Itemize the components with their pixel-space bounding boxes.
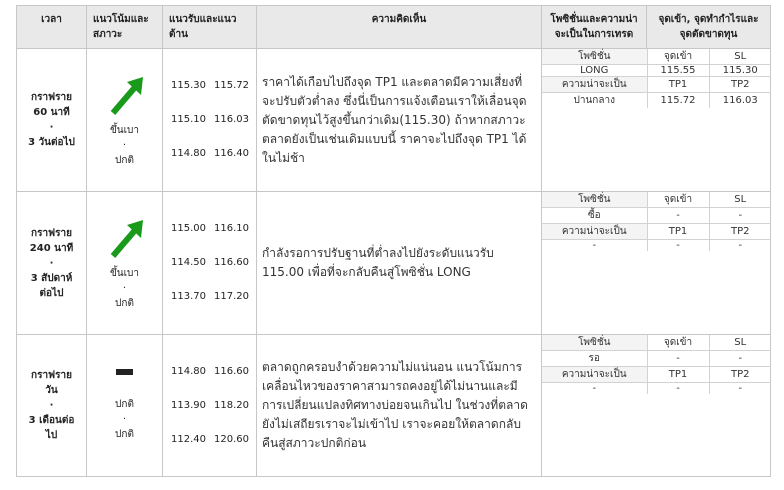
tp1-value: - — [647, 240, 709, 252]
header-position — [542, 6, 647, 49]
separator-dot: · — [122, 414, 127, 425]
trend-condition: ปกติ — [115, 297, 134, 309]
resistance-level: 117.20 — [214, 291, 249, 302]
header-position-label: โพซิชั่นและความน่า จะเป็นในการเทรด — [550, 14, 638, 40]
timeframe-label: กราฟราย — [31, 92, 72, 103]
comment-cell: ตลาดถูกครอบงำด้วยความไม่แน่นอน แนวโน้มการเคลื่อนไหวของราคาสามารถคงอยู่ได้ไม่นานและมีการเปลี่ยนแปลงทิศทางบ่อยจนเกินไป ในช่วงที่ตลาดยังไม่เสถียรเราจะไม่เข้าไป เราจะคอยให้ตลาดกลับคืนสู่สภาวะปกติก่อน — [257, 335, 542, 477]
trend-condition: ปกติ — [115, 154, 134, 166]
position-label: โพซิชั่น — [542, 49, 647, 65]
resistance-level: 116.60 — [214, 365, 249, 377]
resistance-level: 116.03 — [214, 114, 249, 125]
position-label: โพซิชั่น — [542, 335, 647, 351]
tp2-value: - — [738, 383, 743, 394]
sl-value: 115.30 — [709, 65, 771, 77]
tp1-value: - — [647, 383, 709, 395]
resistance-level: 115.72 — [214, 80, 249, 91]
support-level: 114.50 — [171, 257, 206, 268]
timeframe-horizon: 3 สัปดาห์ ต่อไป — [30, 272, 73, 299]
sl-label: SL — [709, 192, 771, 208]
position-grid — [542, 49, 771, 108]
separator-dot: · — [49, 122, 54, 133]
trend-strength: ขึ้นเบา — [109, 267, 140, 279]
probability-value: - — [542, 383, 647, 395]
timeframe-cell — [17, 192, 87, 335]
probability-label: ความน่าจะเป็น — [542, 224, 647, 240]
resistance-level: 118.20 — [214, 399, 249, 411]
tp1-label: TP1 — [647, 77, 709, 93]
trend-cell — [87, 192, 163, 335]
timeframe-cell — [17, 49, 87, 192]
trend-strength: ขึ้นเบา — [109, 124, 140, 136]
probability-value: - — [542, 240, 647, 252]
separator-dot: · — [49, 400, 54, 411]
header-trend-label: แนวโน้มและ สภาวะ — [93, 14, 149, 40]
entry-value: - — [647, 351, 709, 367]
position-cell — [542, 49, 771, 192]
tp2-label: TP2 — [709, 367, 771, 383]
arrow-up-right-icon — [87, 216, 162, 264]
tp1-value: 115.72 — [647, 93, 709, 109]
header-entry-label: จุดเข้า, จุดทำกำไรและ จุดตัดขาดทุน — [658, 14, 759, 40]
support-level: 112.40 — [171, 433, 206, 445]
timeframe-cell — [17, 335, 87, 477]
sl-value: - — [709, 351, 771, 367]
levels-cell — [163, 335, 257, 477]
level-pair — [171, 246, 256, 280]
trend-cell — [87, 335, 163, 477]
separator-dot: · — [49, 257, 54, 269]
level-pair — [171, 212, 256, 246]
level-pair — [171, 389, 256, 423]
position-grid — [542, 192, 771, 251]
forecast-row-60min — [17, 49, 771, 192]
resistance-level: 116.60 — [214, 257, 249, 268]
tp2-label: TP2 — [709, 224, 771, 240]
header-row — [17, 6, 771, 49]
header-time — [17, 6, 87, 49]
forecast-table — [16, 5, 771, 477]
flat-dash-icon — [116, 369, 133, 375]
arrow-up-right-icon — [87, 73, 162, 121]
separator-dot: · — [122, 282, 127, 294]
header-trend — [87, 6, 163, 49]
sl-label: SL — [709, 49, 771, 65]
timeframe-period: วัน — [45, 385, 58, 396]
support-level: 113.70 — [171, 291, 206, 302]
sl-value: - — [709, 208, 771, 224]
header-levels — [163, 6, 257, 49]
level-pair — [171, 103, 256, 137]
sl-label: SL — [709, 335, 771, 351]
forecast-row-240min — [17, 192, 771, 335]
forecast-row-daily — [17, 335, 771, 477]
level-pair — [171, 280, 256, 314]
tp2-label: TP2 — [709, 77, 771, 93]
timeframe-period: 60 นาที — [33, 107, 70, 118]
tp1-label: TP1 — [647, 224, 709, 240]
header-entry — [647, 6, 771, 49]
support-level: 113.90 — [171, 399, 206, 411]
resistance-level: 120.60 — [214, 433, 249, 445]
levels-cell — [163, 49, 257, 192]
timeframe-label: กราฟราย — [31, 227, 72, 239]
probability-label: ความน่าจะเป็น — [542, 77, 647, 93]
trend-condition: ปกติ — [115, 429, 134, 440]
probability-label: ความน่าจะเป็น — [542, 367, 647, 383]
entry-value: 115.55 — [647, 65, 709, 77]
comment-cell: ราคาได้เกือบไปถึงจุด TP1 และตลาดมีความเสี่ยงที่จะปรับตัวต่ำลง ซึ่งนี่เป็นการแจ้งเตือนเราให้เลื่อนจุดตัดขาดทุนไว้สูงขึ้นกว่าเดิม(115.30) ถ้าหากสภาวะตลาดยังเป็นเช่นเดิมแบบนี้ ราคาจะไปถึงจุด TP1 ได้ในไม่ช้า — [257, 49, 542, 192]
trend-cell — [87, 49, 163, 192]
header-comment — [257, 6, 542, 49]
entry-label: จุดเข้า — [647, 49, 709, 65]
entry-label: จุดเข้า — [647, 192, 709, 208]
tp2-value: - — [738, 240, 743, 251]
position-direction: LONG — [542, 65, 647, 77]
position-cell — [542, 192, 771, 335]
timeframe-horizon: 3 วันต่อไป — [28, 137, 75, 148]
level-pair — [171, 355, 256, 389]
position-grid — [542, 335, 771, 394]
timeframe-period: 240 นาที — [29, 242, 74, 254]
tp2-value: 116.03 — [722, 95, 758, 106]
entry-label: จุดเข้า — [647, 335, 709, 351]
position-label: โพซิชั่น — [542, 192, 647, 208]
probability-value: ปานกลาง — [542, 93, 647, 109]
header-levels-label: แนวรับและแนว ต้าน — [169, 14, 237, 40]
tp1-label: TP1 — [647, 367, 709, 383]
entry-value: - — [647, 208, 709, 224]
trend-strength: ปกติ — [115, 399, 134, 410]
level-pair — [171, 69, 256, 103]
level-pair — [171, 137, 256, 171]
separator-dot: · — [122, 139, 127, 151]
position-cell — [542, 335, 771, 477]
resistance-level: 116.10 — [214, 223, 249, 234]
support-level: 115.30 — [171, 80, 206, 91]
timeframe-label: กราฟราย — [31, 370, 72, 381]
header-time-label: เวลา — [41, 14, 62, 25]
support-level: 114.80 — [171, 148, 206, 159]
resistance-level: 116.40 — [214, 148, 249, 159]
header-comment-label: ความคิดเห็น — [371, 14, 427, 25]
timeframe-horizon: 3 เดือนต่อ ไป — [28, 415, 75, 441]
level-pair — [171, 423, 256, 457]
support-level: 115.10 — [171, 114, 206, 125]
comment-cell: กำลังรอการปรับฐานที่ต่ำลงไปยังระดับแนวรับ 115.00 เพื่อที่จะกลับคืนสู่โพซิชั่น LONG — [257, 192, 542, 335]
levels-cell — [163, 192, 257, 335]
support-level: 114.80 — [171, 365, 206, 377]
support-level: 115.00 — [171, 223, 206, 234]
position-direction: ซื้อ — [542, 208, 647, 224]
position-direction: รอ — [542, 351, 647, 367]
